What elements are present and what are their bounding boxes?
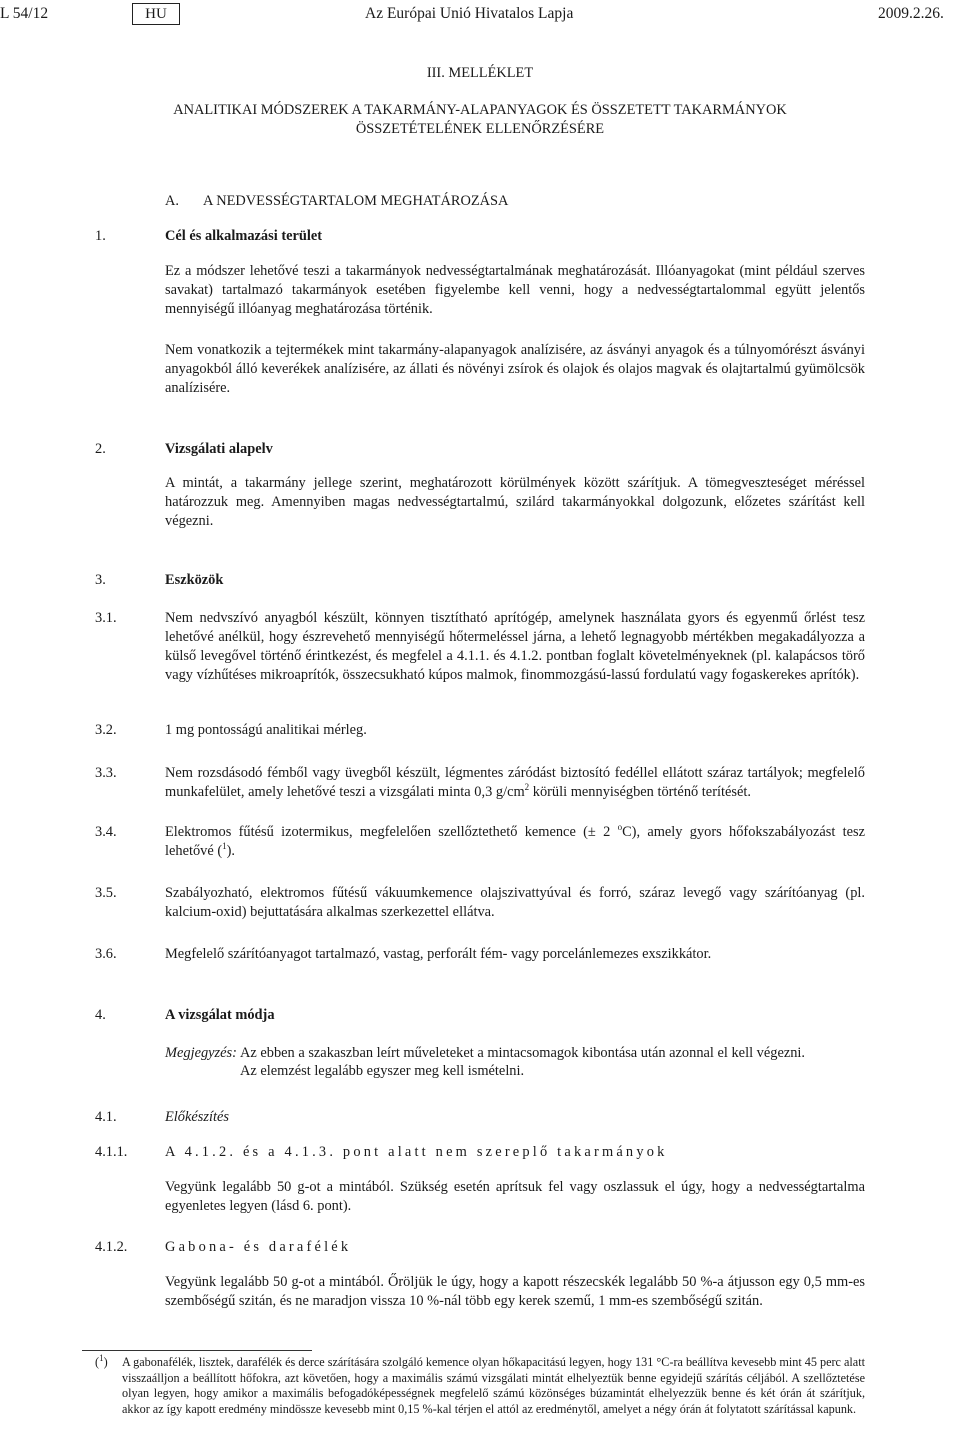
section-4-1-1-paragraph: Vegyünk legalább 50 g-ot a mintából. Szükség esetén aprítsuk fel vagy oszlassuk el úgy, hogy a nedvességtartalma egyenletes legyen (lásd 6. pont).: [165, 1179, 865, 1214]
section-4-1-title: Előkészítés: [165, 1109, 229, 1125]
item-3-5-text: Szabályozható, elektromos fűtésű vákuumkemence olajszivattyúval és forró, száraz levegő vagy szárítóanyag (pl. kalcium-oxid) bejuttatására alkalmas szerkezettel ellátva.: [165, 885, 865, 920]
item-3-3-text: [165, 764, 865, 802]
footnote-marker: ($^1$): [95, 1352, 108, 1369]
section-1-paragraph-1: Ez a módszer lehetővé teszi a takarmányok nedvességtartalmának meghatározását. Illóanyagokat (mint például szerves savakat) tartalmazó takarmányok esetében figyelembe kell venni, hogy a nedvességtartalommal együtt jelentős mennyiségű illóanyag meghatározása történik.: [165, 263, 865, 317]
annex-title-line2: ÖSSZETÉTELÉNEK ELLENŐRZÉSÉRE: [355, 121, 605, 137]
item-3-4-text-a: Elektromos fűtésű izotermikus, megfelelően szellőztethető kemence (± 2: [165, 824, 618, 840]
item-3-6-number: 3.6.: [95, 946, 117, 962]
section-2-paragraph: A mintát, a takarmány jellege szerint, meghatározott körülmények között szárítjuk. A tömegveszteséget méréssel határozzuk meg. Amennyiben magas nedvességtartalmú, szilárd takarmányokkal dolgozunk, előzetes szárítást kell végezni.: [165, 475, 865, 529]
section-2-title: Vizsgálati alapelv: [165, 441, 273, 457]
item-3-4-text: [165, 823, 865, 861]
section-4-1-number: 4.1.: [95, 1109, 117, 1125]
item-3-2-number: 3.2.: [95, 722, 117, 738]
section-4-1-1-title: A 4.1.2. és a 4.1.3. pont alatt nem szereplő takarmányok: [165, 1144, 668, 1160]
section-3-number: 3.: [95, 572, 106, 588]
section-4-1-1-number: 4.1.1.: [95, 1144, 128, 1160]
item-3-1-number: 3.1.: [95, 610, 117, 626]
item-3-3-number: 3.3.: [95, 765, 117, 781]
note-line-2: Az elemzést legalább egyszer meg kell ismételni.: [240, 1063, 525, 1079]
superscript-2: 2: [524, 782, 530, 793]
item-3-4-text-b: C), amely gyors hőfokszabályozást tesz lehetővé (: [165, 824, 865, 859]
item-3-3-text-b: körüli mennyiségben történő terítését.: [529, 784, 751, 800]
item-3-4-text-c: ).: [226, 843, 236, 859]
item-3-6-text: Megfelelő szárítóanyagot tartalmazó, vastag, perforált fém- vagy porcelánlemezes exszikkátor.: [165, 946, 712, 962]
part-a-number: A.: [165, 193, 179, 209]
footnote-marker-number: 1: [99, 1352, 104, 1363]
section-1-title: Cél és alkalmazási terület: [165, 228, 323, 244]
section-4-1-2-paragraph: Vegyünk legalább 50 g-ot a mintából. Őröljük le úgy, hogy a kapott részecskék legalább 50 %-a átjusson egy 0,5 mm-es szembőségű szitán, és ne maradjon vissza 10 %-nál több egy kerek szemű, 1 mm-es szembőségű szitán.: [165, 1274, 865, 1309]
section-1-number: 1.: [95, 228, 106, 244]
annex-label: III. MELLÉKLET: [426, 65, 534, 81]
section-4-1-2-title: Gabona- és darafélék: [165, 1239, 352, 1255]
part-a-title: A NEDVESSÉGTARTALOM MEGHATÁROZÁSA: [203, 193, 509, 209]
item-3-5-number: 3.5.: [95, 885, 117, 901]
footnote-separator: [82, 1350, 312, 1351]
section-3-title: Eszközök: [165, 572, 224, 588]
section-1-paragraph-2: Nem vonatkozik a tejtermékek mint takarmány-alapanyagok analízisére, az ásványi anyagok és a túlnyomórészt ásványi anyagokból álló keverékek analízisére, az állati és növényi zsírok és olajok és olajos magvak és olajtartalmú gyümölcsök analízisére.: [165, 342, 865, 396]
item-3-3-text-a: Nem rozsdásodó fémből vagy üvegből készült, légmentes záródást biztosító fedéllel ellátott száraz tartályok; megfelelő munkafelület, amely lehetővé teszi a vizsgálati minta 0,3 g/cm: [165, 765, 865, 800]
annex-title-line1: ANALITIKAI MÓDSZEREK A TAKARMÁNY-ALAPANYAGOK ÉS ÖSSZETETT TAKARMÁNYOK: [173, 102, 787, 118]
section-4-1-2-number: 4.1.2.: [95, 1239, 128, 1255]
journal-title: Az Európai Unió Hivatalos Lapja: [365, 5, 574, 22]
section-4-title: A vizsgálat módja: [165, 1007, 275, 1023]
note-label: Megjegyzés:: [165, 1045, 237, 1061]
section-2-number: 2.: [95, 441, 106, 457]
publication-date: 2009.2.26.: [878, 5, 944, 22]
footnote-reference: 1: [222, 841, 227, 852]
item-3-1-text: Nem nedvszívó anyagból készült, könnyen tisztítható aprítógép, amelynek használata gyors és egyenmű őrlést tesz lehetővé anélkül, hogy észrevehető mennyiségű hőtermeléssel járna, a lehető legnagyobb mértékben megakadályozza a külső levegővel történő érintkezést, és megfelel a 4.1.1. és 4.1.2. pontban foglalt követelményeknek (pl. kalapácsos törő vagy vízhűtéses mikroaprítók, összecsukható kúpos malmok, finommozgású-lassú fordulatú vagy fogaskerekes aprítók).: [165, 610, 865, 683]
section-4-number: 4.: [95, 1007, 106, 1023]
page-reference: L 54/12: [0, 5, 49, 22]
language-code-box: HU: [132, 3, 180, 25]
footnote-text: A gabonafélék, lisztek, darafélék és derce szárítására szolgáló kemence olyan hőkapacitású legyen, hogy 131 °C-ra beállítva kevesebb mint 45 perc alatt visszaálljon a beállított hőfokra, azt követően, hogy a maximális számú vizsgálati mintát elhelyeztük benne egyidejű szárítás céljából. A szellőztetése olyan legyen, hogy amikor a maximális befogadóképességnek megfelelő számú közönséges búzamintát elhelyezzük benne és két órán át szárítjuk, akkor az így kapott eredmény mindössze kevesebb mint 0,15 %-kal térjen el attól az eredménytől, amelyet a négy órán át folytatott szárítással kapunk.: [122, 1355, 865, 1416]
item-3-2-text: 1 mg pontosságú analitikai mérleg.: [165, 722, 367, 738]
note-line-1: Az ebben a szakaszban leírt műveleteket a mintacsomagok kibontása után azonnal el kell végezni.: [240, 1045, 806, 1061]
degree-mark: o: [617, 822, 623, 833]
item-3-4-number: 3.4.: [95, 824, 117, 840]
